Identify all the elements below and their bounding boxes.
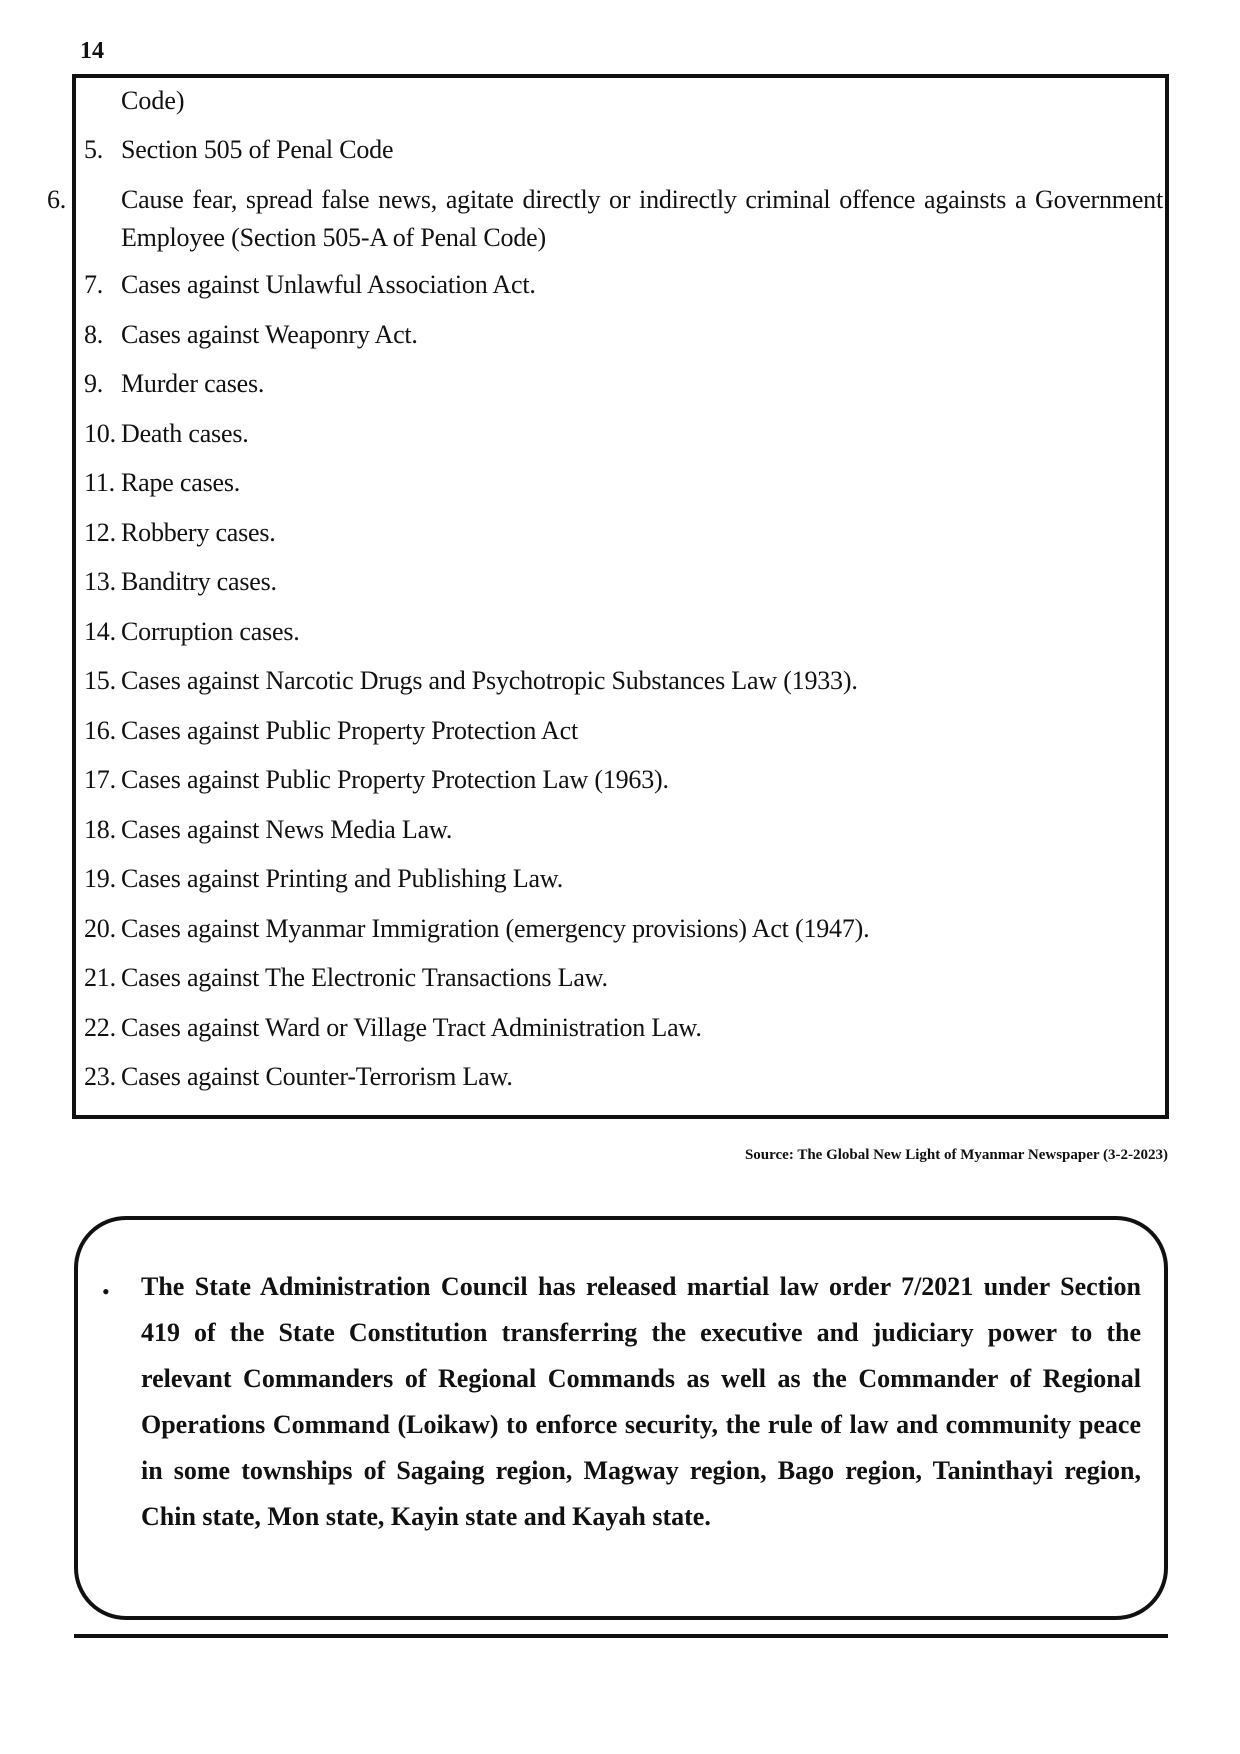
list-item-number: 21. xyxy=(84,963,116,992)
list-item xyxy=(84,613,1163,651)
martial-law-callout-box xyxy=(74,1216,1168,1620)
list-item-text: Murder cases. xyxy=(121,369,265,398)
list-item xyxy=(84,910,1163,948)
list-item-number: 19. xyxy=(84,864,116,893)
list-item-text: Cases against News Media Law. xyxy=(121,815,453,844)
list-item-number: 22. xyxy=(84,1013,116,1042)
list-item-text: Cases against The Electronic Transactions Law. xyxy=(121,963,608,992)
list-item-number: 16. xyxy=(84,716,116,745)
list-item xyxy=(84,365,1163,403)
list-item-number: 23. xyxy=(84,1062,116,1091)
list-item xyxy=(47,181,1163,257)
list-item-text: Corruption cases. xyxy=(121,617,300,646)
list-item-text: Cases against Unlawful Association Act. xyxy=(121,270,536,299)
list-item xyxy=(84,464,1163,502)
callout-text: The State Administration Council has released martial law order 7/2021 under Section 419 of the State Constitution transferring the executive and judiciary power to the relevant Commanders of Regional Commands as well as the Commander of Regional Operations Command (Loikaw) to enforce security, the rule of law and community peace in some townships of Sagaing region, Magway region, Bago region, Taninthayi region, Chin state, Mon state, Kayin state and Kayah state. xyxy=(141,1272,1141,1531)
list-item-number: 6. xyxy=(47,185,67,214)
list-item xyxy=(84,514,1163,552)
list-item-text: Rape cases. xyxy=(121,468,241,497)
list-item-text: Cause fear, spread false news, agitate directly or indirectly criminal offence againsts a Government Employee (Section 505-A of Penal Code) xyxy=(121,185,1163,252)
list-item-number: 15. xyxy=(84,666,116,695)
list-item-number: 5. xyxy=(84,135,104,164)
list-item-number: 20. xyxy=(84,914,116,943)
offence-list-box xyxy=(47,74,1169,1119)
list-item-number: 13. xyxy=(84,567,116,596)
list-item-number: 17. xyxy=(84,765,116,794)
list-item-text: Cases against Counter-Terrorism Law. xyxy=(121,1062,513,1091)
list-item xyxy=(84,811,1163,849)
list-item-text: Cases against Narcotic Drugs and Psychotropic Substances Law (1933). xyxy=(121,666,858,695)
list-item-number: 10. xyxy=(84,419,116,448)
list-item-text: Banditry cases. xyxy=(121,567,277,596)
list-item xyxy=(84,662,1163,700)
list-continuation: Code) xyxy=(121,86,185,115)
list-item xyxy=(84,712,1163,750)
list-item xyxy=(84,415,1163,453)
list-item-text: Cases against Public Property Protection Act xyxy=(121,716,578,745)
list-item-text: Section 505 of Penal Code xyxy=(121,135,394,164)
page-number: 14 xyxy=(80,38,104,64)
list-item-number: 18. xyxy=(84,815,116,844)
list-item xyxy=(84,860,1163,898)
list-item-text: Cases against Printing and Publishing Law. xyxy=(121,864,563,893)
list-item-text: Cases against Ward or Village Tract Administration Law. xyxy=(121,1013,702,1042)
list-item xyxy=(84,1058,1163,1096)
list-item-number: 11. xyxy=(84,468,115,497)
list-item-text: Cases against Public Property Protection Law (1963). xyxy=(121,765,669,794)
list-item xyxy=(84,316,1163,354)
list-item-text: Robbery cases. xyxy=(121,518,276,547)
list-item-number: 12. xyxy=(84,518,116,547)
list-item-number: 8. xyxy=(84,320,104,349)
bullet-icon: • xyxy=(102,1279,110,1304)
list-item xyxy=(84,563,1163,601)
list-item-text: Cases against Weaponry Act. xyxy=(121,320,418,349)
list-item-text: Cases against Myanmar Immigration (emergency provisions) Act (1947). xyxy=(121,914,870,943)
bottom-divider xyxy=(74,1634,1168,1638)
list-item-number: 7. xyxy=(84,270,104,299)
list-item xyxy=(84,131,1163,169)
list-item xyxy=(84,761,1163,799)
list-item xyxy=(84,959,1163,997)
list-item-number: 14. xyxy=(84,617,116,646)
list-item-text: Death cases. xyxy=(121,419,249,448)
list-item xyxy=(84,1009,1163,1047)
list-item-number: 9. xyxy=(84,369,104,398)
source-citation: Source: The Global New Light of Myanmar Newspaper (3-2-2023) xyxy=(744,1147,1168,1163)
list-item xyxy=(84,266,1163,304)
